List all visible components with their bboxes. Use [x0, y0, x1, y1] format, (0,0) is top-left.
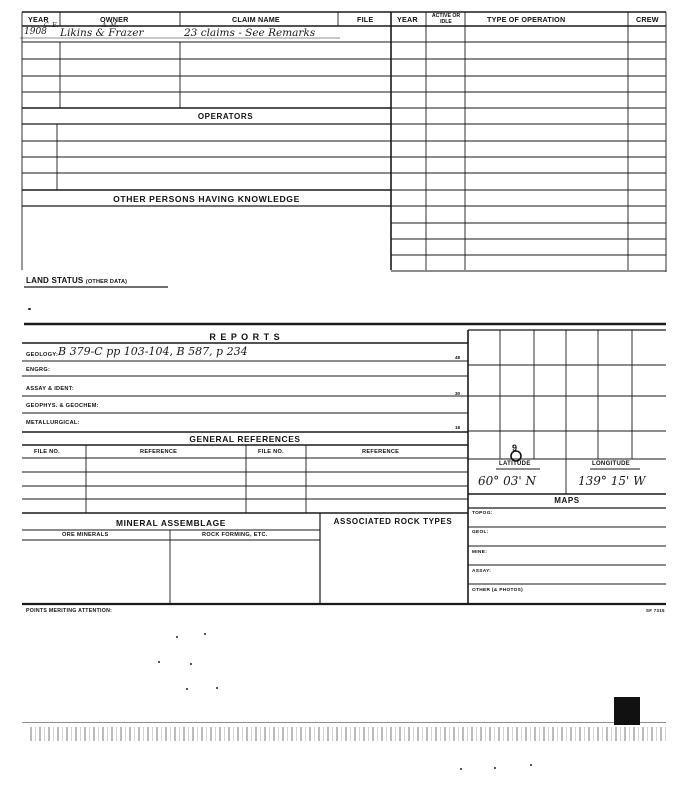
speck	[176, 636, 178, 638]
longitude-label: LONGITUDE	[592, 461, 631, 467]
maps-topog-label: TOPOG:	[472, 511, 493, 516]
assay-ident-label: ASSAY & IDENT:	[26, 386, 75, 392]
operators-title: OPERATORS	[197, 112, 254, 121]
ore-minerals-label: ORE MINERALS	[62, 532, 109, 538]
entry-owner-initials: C. E.	[44, 22, 59, 29]
general-references-title: GENERAL REFERENCES	[189, 434, 301, 444]
scan-noise-band	[30, 727, 666, 741]
maps-other-label: OTHER (& PHOTOS)	[472, 588, 524, 593]
header-crew: CREW	[636, 15, 659, 24]
header-claim-name: CLAIM NAME	[232, 15, 280, 24]
points-meriting-attention-label: POINTS MERITING ATTENTION:	[26, 608, 113, 614]
speck	[530, 764, 532, 766]
mineral-assemblage-title: MINERAL ASSEMBLAGE	[116, 518, 226, 528]
land-status-label: LAND STATUS	[26, 276, 84, 285]
maps-mine-label: MINE:	[472, 550, 488, 555]
speck	[186, 688, 188, 690]
speck	[158, 661, 160, 663]
header-owner: OWNER	[100, 15, 129, 24]
margin-number-18: 18	[455, 425, 461, 430]
header-type-of-operation: TYPE OF OPERATION	[487, 15, 566, 24]
latitude-label: LATITUDE	[499, 461, 531, 467]
geology-value: B 379-C pp 103-104, B 587, p 234	[58, 345, 248, 358]
header-active-or-idle: ACTIVE OR IDLE	[431, 13, 461, 25]
speck	[204, 633, 206, 635]
speck	[494, 767, 496, 769]
geophys-geochem-label: GEOPHYS. & GEOCHEM:	[26, 403, 99, 409]
margin-number-30: 30	[455, 391, 461, 396]
entry-claim: 23 claims - See Remarks	[184, 27, 316, 39]
header-year: YEAR	[28, 15, 49, 24]
reports-title: R E P O R T S	[209, 332, 281, 342]
speck	[28, 308, 31, 310]
header-year-2: YEAR	[397, 15, 418, 24]
grid-marker: 9	[512, 443, 518, 453]
geology-label: GEOLOGY:	[26, 352, 59, 358]
gen-ref-file-no-1: FILE NO.	[34, 449, 61, 455]
speck	[216, 687, 218, 689]
maps-title: MAPS	[554, 496, 580, 505]
header-file: FILE	[357, 15, 374, 24]
associated-rock-types-title: ASSOCIATED ROCK TYPES	[333, 517, 453, 526]
latitude-value: 60° 03' N	[478, 474, 536, 488]
land-status-title	[26, 276, 127, 285]
gen-ref-reference-2: REFERENCE	[362, 449, 400, 455]
margin-number-48: 48	[455, 355, 461, 360]
entry-owner: Likins & Frazer	[60, 27, 144, 39]
rock-forming-label: ROCK FORMING, ETC.	[202, 532, 268, 538]
maps-geol-label: GEOL:	[472, 530, 489, 535]
speck	[460, 768, 462, 770]
gen-ref-file-no-2: FILE NO.	[258, 449, 285, 455]
maps-assay-label: ASSAY:	[472, 569, 492, 574]
scan-noise-line	[22, 722, 666, 723]
entry-year: 1908	[24, 27, 47, 37]
speck	[190, 663, 192, 665]
entry-owner-initials-2: A. M.	[102, 22, 119, 29]
gen-ref-reference-1: REFERENCE	[140, 449, 178, 455]
form-number: SF 7315	[646, 608, 665, 613]
other-persons-title: OTHER PERSONS HAVING KNOWLEDGE	[113, 194, 300, 204]
longitude-value: 139° 15' W	[578, 474, 646, 488]
metallurgical-label: METALLURGICAL:	[26, 420, 80, 426]
engrg-label: ENGRG:	[26, 367, 51, 373]
land-status-sub: (OTHER DATA)	[85, 279, 128, 285]
scan-dark-block	[614, 697, 640, 725]
